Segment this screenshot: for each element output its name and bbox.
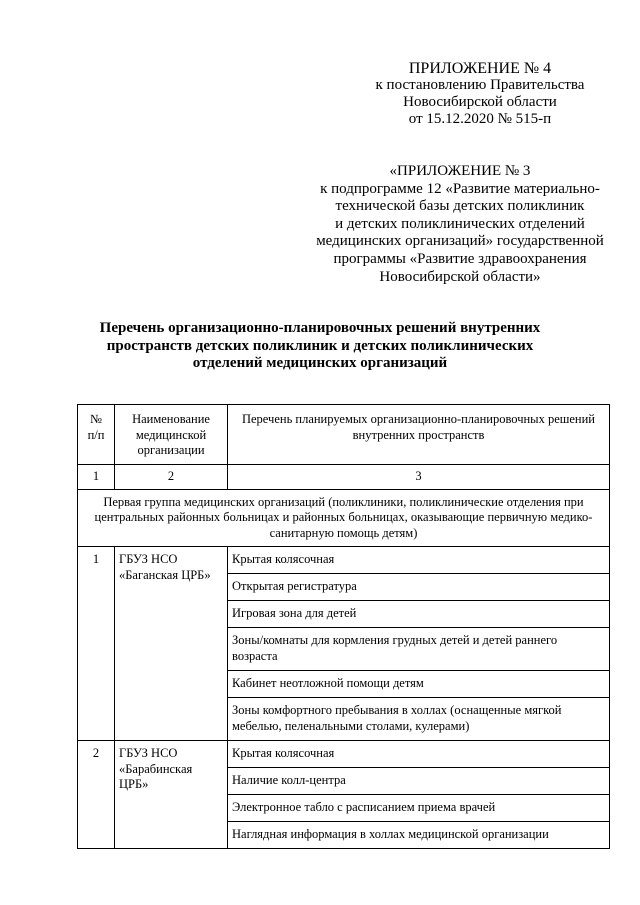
title-line: отделений медицинских организаций — [192, 355, 448, 371]
document-title — [40, 320, 600, 373]
solution-item: Крытая колясочная — [228, 741, 609, 768]
solution-item: Зоны/комнаты для кормления грудных детей и детей раннего возраста — [228, 628, 609, 671]
header-num: № п/п — [78, 405, 115, 465]
sub-appendix-header — [290, 163, 630, 286]
solution-item: Электронное табло с расписанием приема врачей — [228, 795, 609, 822]
solutions-list — [228, 547, 610, 741]
col-number: 3 — [228, 464, 610, 489]
solutions-table — [77, 404, 610, 849]
appendix-line: ПРИЛОЖЕНИЕ № 4 — [408, 60, 552, 77]
appendix-line: Новосибирской области — [403, 94, 557, 110]
solution-item: Открытая регистратура — [228, 574, 609, 601]
row-number: 1 — [78, 547, 115, 741]
organization-name: ГБУЗ НСО «Баганская ЦРБ» — [115, 547, 228, 741]
solution-item: Кабинет неотложной помощи детям — [228, 671, 609, 698]
sub-appendix-line: технической базы детских поликлиник — [335, 198, 585, 215]
column-number-row — [78, 464, 610, 489]
sub-appendix-line: медицинских организаций» государственной — [316, 233, 604, 250]
appendix-line: от 15.12.2020 № 515-п — [408, 111, 552, 127]
col-number: 2 — [115, 464, 228, 489]
solution-item: Зоны комфортного пребывания в холлах (оснащенные мягкой мебелью, пеленальными столами, кулерами) — [232, 703, 562, 733]
organization-name: ГБУЗ НСО «Барабинская ЦРБ» — [115, 741, 228, 849]
appendix-line: к постановлению Правительства — [375, 77, 585, 93]
solution-item: Наглядная информация в холлах медицинской организации — [232, 827, 549, 841]
table-row — [78, 741, 610, 849]
sub-appendix-line: Новосибирской области» — [379, 268, 541, 285]
title-line: пространств детских поликлиник и детских поликлинических — [106, 337, 534, 354]
row-number: 2 — [78, 741, 115, 849]
group-title: Первая группа медицинских организаций (поликлиники, поликлинические отделения при центральных районных больницах и районных больницах, оказывающие первичную медико-санитарную помощь детям) — [78, 489, 610, 547]
table-row — [78, 547, 610, 741]
appendix-header — [360, 60, 600, 128]
group-row — [78, 489, 610, 547]
sub-appendix-line: «ПРИЛОЖЕНИЕ № 3 — [389, 163, 531, 179]
solution-item: Игровая зона для детей — [228, 601, 609, 628]
sub-appendix-line: и детских поликлинических отделений — [335, 215, 585, 232]
solution-item: Наличие колл-центра — [228, 768, 609, 795]
table-header-row — [78, 405, 610, 465]
solutions-list — [228, 741, 610, 849]
header-list: Перечень планируемых организационно-планировочных решений внутренних пространств — [228, 405, 610, 465]
title-line: Перечень организационно-планировочных решений внутренних — [99, 320, 541, 336]
sub-appendix-line: программы «Развитие здравоохранения — [333, 250, 587, 267]
header-name: Наименование медицинской организации — [115, 405, 228, 465]
sub-appendix-line: к подпрограмме 12 «Развитие материально- — [320, 180, 600, 197]
solution-item: Крытая колясочная — [228, 547, 609, 574]
col-number: 1 — [78, 464, 115, 489]
